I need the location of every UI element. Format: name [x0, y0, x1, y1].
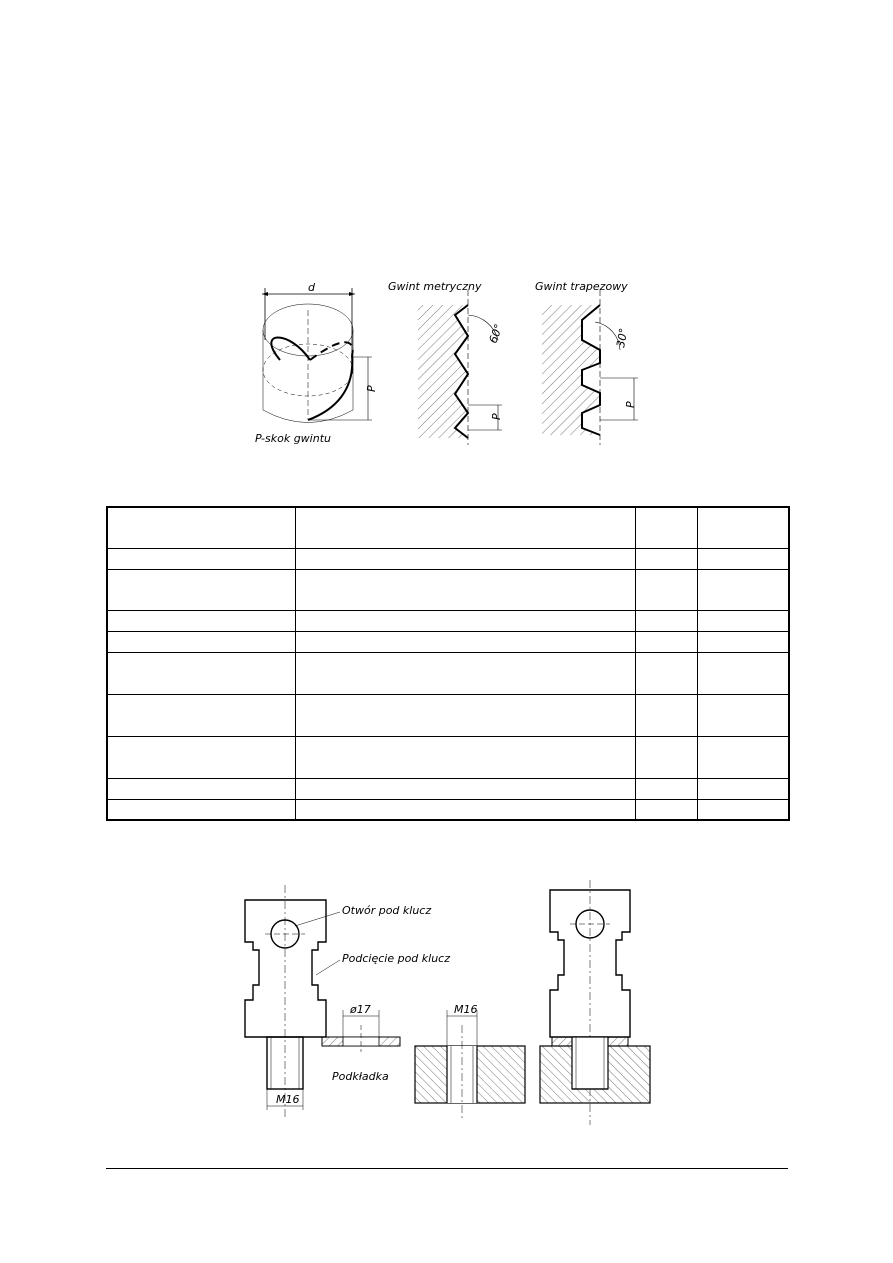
- table-cell: [635, 652, 697, 694]
- table-cell: [107, 736, 295, 778]
- table-cell: [697, 652, 789, 694]
- table-cell: [697, 507, 789, 548]
- washer: [322, 1003, 400, 1083]
- hole-thread-dim: M16: [454, 1003, 478, 1016]
- footer-rule: [106, 1168, 788, 1169]
- trapezoidal-angle: 30°: [614, 327, 631, 349]
- table-cell: [697, 548, 789, 569]
- table-cell: [107, 799, 295, 820]
- table-cell: [295, 799, 635, 820]
- table-cell: [635, 569, 697, 610]
- table-cell: [697, 736, 789, 778]
- table-cell: [697, 799, 789, 820]
- table-cell: [697, 569, 789, 610]
- washer-diameter: ø17: [350, 1003, 371, 1016]
- tapped-hole-plate: [415, 1003, 525, 1120]
- table-cell: [107, 610, 295, 631]
- helix-caption: P-skok gwintu: [255, 432, 331, 445]
- table-cell: [635, 507, 697, 548]
- trapezoidal-pitch: P: [624, 401, 637, 408]
- table-cell: [635, 548, 697, 569]
- table-row: [107, 569, 789, 610]
- table-cell: [697, 778, 789, 799]
- empty-table: [106, 506, 790, 821]
- table-cell: [697, 631, 789, 652]
- helix-dim-p: P: [365, 385, 378, 392]
- table-cell: [107, 694, 295, 736]
- table-row: [107, 799, 789, 820]
- table-cell: [635, 799, 697, 820]
- table-row: [107, 507, 789, 548]
- table-row: [107, 548, 789, 569]
- table-cell: [107, 507, 295, 548]
- table-row: [107, 610, 789, 631]
- table-cell: [107, 548, 295, 569]
- table-cell: [635, 610, 697, 631]
- label-wrench-hole: Otwór pod klucz: [342, 904, 432, 917]
- table-cell: [107, 652, 295, 694]
- trapezoidal-thread: [535, 280, 638, 445]
- table-row: [107, 736, 789, 778]
- table-cell: [635, 694, 697, 736]
- table-cell: [635, 736, 697, 778]
- table-cell: [107, 778, 295, 799]
- table-cell: [107, 569, 295, 610]
- table-row: [107, 694, 789, 736]
- table-cell: [295, 778, 635, 799]
- metric-angle: 60°: [486, 322, 506, 346]
- table-cell: [697, 694, 789, 736]
- metric-thread: [388, 280, 505, 445]
- thread-figure: [240, 270, 640, 450]
- helix-cylinder: [255, 281, 378, 445]
- helix-dim-d: d: [308, 281, 315, 294]
- metric-thread-title: Gwint metryczny: [388, 280, 482, 293]
- label-washer: Podkładka: [332, 1070, 389, 1083]
- eyebolt-figure: [240, 880, 660, 1130]
- table-cell: [697, 610, 789, 631]
- table-cell: [107, 631, 295, 652]
- table-cell: [295, 569, 635, 610]
- table-cell: [635, 631, 697, 652]
- label-wrench-undercut: Podcięcie pod klucz: [342, 952, 450, 965]
- table-cell: [635, 778, 697, 799]
- table-cell: [295, 631, 635, 652]
- bolt-thread-dim: M16: [276, 1093, 300, 1106]
- trapezoidal-thread-title: Gwint trapezowy: [535, 280, 628, 293]
- table-cell: [295, 548, 635, 569]
- table-cell: [295, 652, 635, 694]
- table-cell: [295, 694, 635, 736]
- table-row: [107, 652, 789, 694]
- table-row: [107, 778, 789, 799]
- table-cell: [295, 507, 635, 548]
- table-cell: [295, 610, 635, 631]
- table-row: [107, 631, 789, 652]
- metric-pitch: P: [490, 413, 503, 420]
- table-cell: [295, 736, 635, 778]
- eyebolt-assembled: [540, 880, 650, 1125]
